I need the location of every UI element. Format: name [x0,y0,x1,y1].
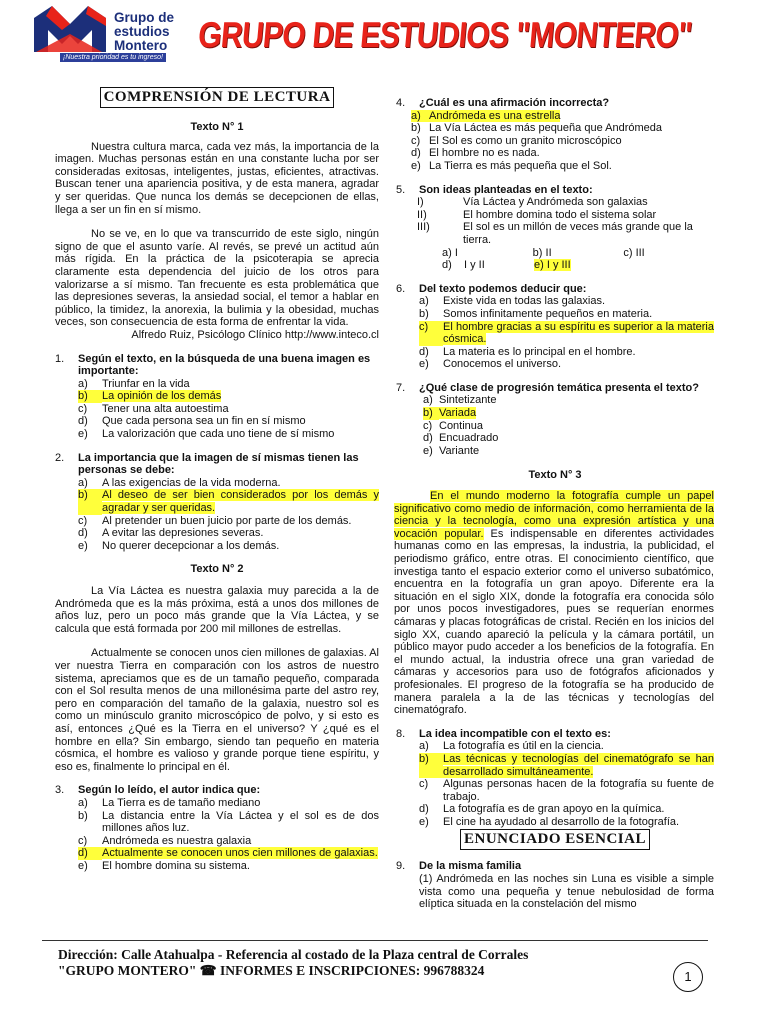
texto-2-paragraph-2: Actualmente se conocen unos cien millones de galaxias. Al ver nuestra Tierra en comparación con los astros de nuestro sistema, apreciamos que es de un tamaño pequeño, comparada con el Sol resulta menos de una millonésima parte del astro rey, pero en comparación del tamaño de la galaxia, nuestro sol es como un minúsculo granito microscópico de polvo, y si esto es así, entonces ¿Qué es la Tierra en el universo? Y ¿qué es el hombre en ella? Sin embargo, siendo tan pequeño en materia cósmica, el hombre es valioso y grande porque tiene espíritu, y eso es, finalmente lo principal en él. [55,647,380,773]
question-number: 4. [396,97,406,109]
logo-m-icon [32,4,112,54]
question-7 [396,382,714,458]
texto-3-title: Texto N° 3 [528,469,582,482]
logo [30,2,185,64]
question-5 [396,184,714,272]
question-text: Según el texto, en la búsqueda de una buena imagen es importante: [78,352,371,378]
option-d[interactable]: d) A evitar las depresiones severas. [78,527,264,540]
texto-1-paragraph-1: Nuestra cultura marca, cada vez más, la importancia de la imagen. Muchas personas están en una constante lucha por ser consideradas exitosas, inteligentes, justas, eficientes, atractivas. Buscan tener una apariencia positiva, y de esta manera, agradar y ser queridas. Que nunca los demás se decepcionen de ellas, llega a ser un fin en sí mismo. [55,140,379,216]
question-9-body: (1) Andrómeda en las noches sin Luna es visible a simple vista como una pequeña y tenue nebulosidad de forma elíptica situada en la constelación del mismo [419,873,714,911]
options-row-2 [396,259,714,272]
option-e[interactable]: e) Variante [423,444,480,457]
texto-2-title: Texto N° 2 [190,563,244,576]
option-d[interactable]: d) La materia es lo principal en el hombre. [419,345,636,358]
option-b[interactable]: b) II [532,246,552,259]
question-1 [55,353,379,441]
option-e[interactable]: e) Conocemos el universo. [419,358,562,371]
logo-line-3: Montero [114,38,168,53]
options-row-1 [396,247,714,260]
footer-informes: INFORMES E INSCRIPCIONES: 996788324 [219,963,485,978]
option-b-highlighted[interactable]: b) Variada [423,407,477,420]
question-text: La importancia que la imagen de sí mismas tienen las personas se debe: [78,451,359,477]
footer [58,947,678,979]
texto-3-paragraph [394,490,714,717]
option-b[interactable]: b) La distancia entre la Vía Láctea y el sol es de dos millones años luz. [78,809,379,835]
option-a[interactable]: a) A las exigencias de la vida moderna. [78,476,281,489]
option-a[interactable]: a) Triunfar en la vida [78,377,190,390]
option-b-highlighted[interactable]: b) Al deseo de ser bien considerados por los demás y agradar y ser queridas. [78,489,379,515]
option-c[interactable]: c) Tener una alta autoestima [78,402,229,415]
question-number: 9. [396,860,406,873]
option-a[interactable]: a) Existe vida en todas las galaxias. [419,295,606,308]
section-title-enunciado: ENUNCIADO ESENCIAL [460,829,650,850]
option-a[interactable]: a) La fotografía es útil en la ciencia. [419,740,604,753]
option-b-highlighted[interactable]: b) Las técnicas y tecnologías del cinematógrafo se han desarrollado simultáneamente. [419,752,714,778]
page-number: 1 [673,962,703,992]
question-text: ¿Cuál es una afirmación incorrecta? [419,97,610,109]
option-e-highlighted[interactable]: e) I y III [534,259,571,272]
option-a[interactable]: a) I [442,246,458,259]
option-b[interactable]: b) La Vía Láctea es más pequeña que Andrómeda [411,122,663,135]
texto-2-paragraph-1: La Vía Láctea es nuestra galaxia muy parecida a la de Andrómeda que es la más próxima, está a unos dos millones de años luz, pero un poco más grande que la Vía Láctea, y se calcula que está formada por 200 mil millones de estrellas. [55,585,379,635]
option-e[interactable]: e) La Tierra es más pequeña que el Sol. [411,159,612,172]
section-title-comprension: COMPRENSIÓN DE LECTURA [100,87,335,108]
page-header [0,0,768,86]
option-a[interactable]: a) Sintetizante [423,394,497,407]
question-text: Del texto podemos deducir que: [419,282,587,295]
question-text: ¿Qué clase de progresión temática presenta el texto? [419,381,699,394]
page-title: GRUPO DE ESTUDIOS "MONTERO" [196,14,694,55]
logo-line-1: Grupo de [114,10,174,25]
option-c[interactable]: c) Al pretender un buen juicio por parte de los demás. [78,514,352,527]
question-9 [396,860,714,910]
statement-ii: II) El hombre domina todo el sistema solar [417,208,657,221]
texto-1-paragraph-2: No se ve, en lo que va transcurrido de este siglo, ningún signo de que el asunto varíe. Al revés, se prevé un actitud aún más rígida. En la práctica de la psicoterapia se aprecia claramente esta dependencia del juicio de los otros para valorizarse a sí mismo. Tan frecuente es esta problemática que las depresiones severas, la ansiedad social, el temor a hablar en público, la timidez, la anorexia, la bulimia y la obesidad, muchas veces, son consecuencia de esta forma de enfrentar la vida. [55,228,379,329]
question-8 [396,728,714,829]
option-b[interactable]: b) Somos infinitamente pequeños en materia. [419,307,653,320]
question-3 [55,784,379,872]
option-c[interactable]: c) Continua [423,419,484,432]
statement-iii: III) El sol es un millón de veces más grande que la tierra. [417,221,693,246]
texto-3-highlighted-text: En el mundo moderno la fotografía cumple un papel significativo como medio de información, como herramienta de la ciencia y la tecnología, como una expresión artística y una vocación popular. [394,490,714,540]
option-d[interactable]: d) I y II [442,259,485,272]
option-c-highlighted[interactable]: c) El hombre gracias a su espíritu es superior a la materia cósmica. [419,320,714,346]
option-e[interactable]: e) La valorización que cada uno tiene de sí mismo [78,428,335,441]
option-d[interactable]: d) Encuadrado [423,432,499,445]
logo-text [114,11,174,53]
question-2 [55,452,379,553]
statement-i: I) Vía Láctea y Andrómeda son galaxias [417,196,648,209]
option-d-highlighted[interactable]: d) Actualmente se conocen unos cien millones de galaxias. [78,847,378,860]
option-e[interactable]: e) El hombre domina su sistema. [78,859,250,872]
option-d[interactable]: d) El hombre no es nada. [411,147,540,160]
question-number: 5. [396,183,406,196]
texto-3-rest: Es indispensable en diferentes actividades humanas como en las empresas, la industria, la publicidad, el periodismo gráfico, entre otras. El conocimiento científico, que investiga tanto el espacio exterior como el universo subatómico, encuentra en la fotografía un gran apoyo. Diferente era la situación en el siglo XIX, donde la fotografía era conocida sólo por unos pocos investigadores, pues se requerían enormes cámaras y placas fotográficas de cristal. Recién en los inicios del siglo XX, cuando apareció la película y la cámara portátil, un público mayor pudo acceder a los beneficios de la fotografía. En el mundo actual, la industria ofrece una gran variedad de cámaras y accesorios para uso de fotógrafos aficionados y profesionales. El progreso de la fotografía se ha producido de manera paralela a la de las técnicas y tecnologías del cinematógrafo. [394,527,715,717]
footer-contact [58,963,678,979]
question-number: 1. [55,352,65,365]
right-column [396,86,714,911]
logo-slogan: ¡Nuestra prioridad es tu ingreso! [60,53,166,62]
footer-divider [42,940,708,941]
option-b-highlighted[interactable]: b) La opinión de los demás [78,390,222,403]
option-d[interactable]: d) La fotografía es de gran apoyo en la química. [419,803,665,816]
question-number: 6. [396,282,406,295]
question-number: 2. [55,451,65,464]
option-d[interactable]: d) Que cada persona sea un fin en sí mismo [78,415,306,428]
question-text: La idea incompatible con el texto es: [419,727,611,740]
question-4 [396,97,714,173]
texto-1-title: Texto N° 1 [190,121,244,133]
question-text: Según lo leído, el autor indica que: [78,784,261,797]
option-c[interactable]: c) Andrómeda es nuestra galaxia [78,834,252,847]
question-text: Son ideas planteadas en el texto: [419,183,593,196]
option-c[interactable]: c) III [623,246,645,259]
question-number: 8. [396,727,406,740]
option-e[interactable]: e) El cine ha ayudado al desarrollo de la fotografía. [419,815,680,828]
phone-icon: ☎ [199,963,217,978]
question-number: 7. [396,381,406,394]
option-c[interactable]: c) Algunas personas hacen de la fotografía su fuente de trabajo. [419,778,714,803]
question-number: 3. [55,784,65,797]
texto-1-attribution: Alfredo Ruiz, Psicólogo Clínico http://www.inteco.cl [131,328,379,341]
option-c[interactable]: c) El Sol es como un granito microscópico [411,134,622,147]
option-a[interactable]: a) La Tierra es de tamaño mediano [78,796,261,809]
option-e[interactable]: e) No querer decepcionar a los demás. [78,539,280,552]
logo-line-2: estudios [114,24,170,39]
footer-address: Dirección: Calle Atahualpa - Referencia al costado de la Plaza central de Corrales [58,947,529,962]
option-a-highlighted[interactable]: a) Andrómeda es una estrella [411,109,561,122]
left-column [55,86,379,872]
question-6 [396,283,714,371]
question-text: De la misma familia [419,860,522,873]
footer-brand: "GRUPO MONTERO" [58,963,197,978]
